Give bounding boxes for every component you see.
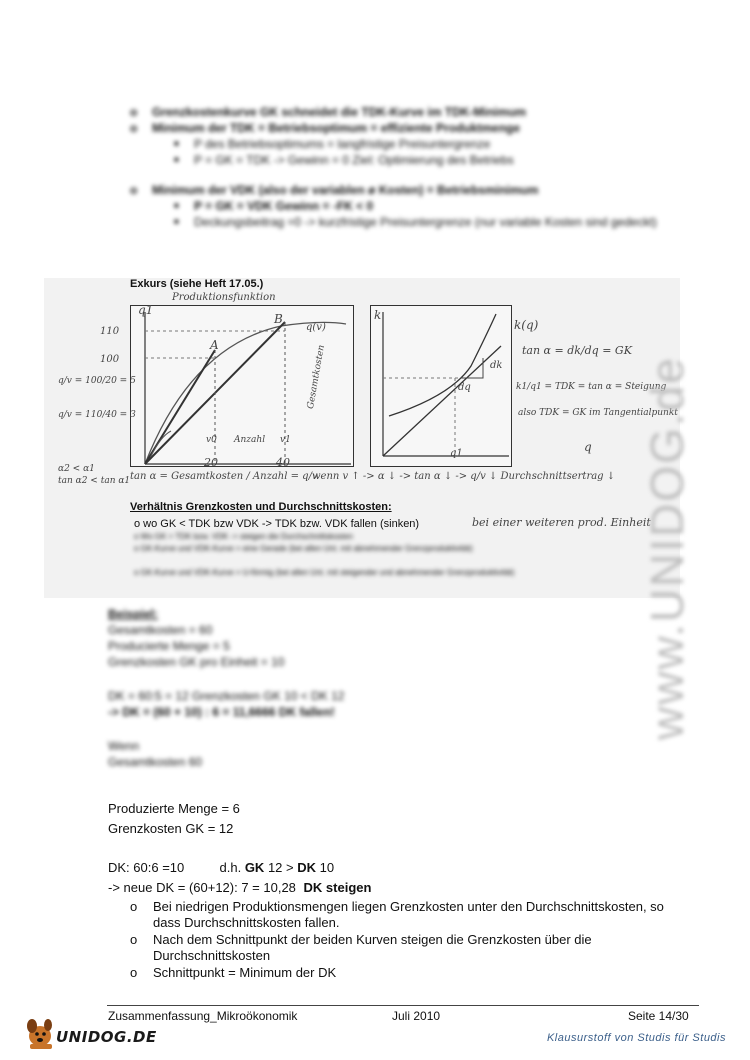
- scanned-excerpt: [44, 278, 680, 598]
- slogan: Klausurstoff von Studis für Studis: [546, 1032, 726, 1044]
- new-dk: -> neue DK = (60+12): 7 = 10,28: [108, 880, 296, 895]
- hand-note: Anzahl: [234, 435, 266, 445]
- hand-note: dq: [458, 382, 471, 393]
- dk-value: 10: [319, 860, 335, 875]
- hand-note: q/v = 100/20 = 5: [58, 376, 136, 386]
- footer-title: Zusammenfassung_Mikroökonomik: [108, 1009, 298, 1023]
- list-item: o Schnittpunkt = Minimum der DK: [130, 965, 690, 981]
- sub-bullet: ■ Deckungsbeitrag =0 -> kurzfristige Preisuntergrenze (nur variable Kosten sind gedeckt): [130, 214, 690, 230]
- example-line: Grenzkosten GK pro Einheit = 10: [108, 655, 285, 669]
- example-line: -> DK = (60 + 10) : 6 = 11,6666 DK fallen!: [108, 705, 335, 719]
- verh-title: Verhältnis Grenzkosten und Durchschnittskosten:: [130, 501, 392, 513]
- hand-note: k: [374, 308, 382, 322]
- hand-note: wenn v ↑ -> α ↓ -> tan α ↓ -> q/v ↓ Durchschnittsertrag ↓: [312, 471, 616, 482]
- dk-bold: DK: [297, 860, 317, 875]
- hand-note: dk: [490, 360, 503, 371]
- dk-line: [108, 859, 334, 876]
- hand-note: also TDK = GK im Tangentialpunkt: [518, 408, 678, 418]
- hand-note: 40: [276, 456, 290, 469]
- cost-graph-svg: [371, 306, 511, 466]
- dk-steigen: DK steigen: [303, 880, 372, 895]
- bullet: o Minimum der TDK = Betriebsoptimum = effiziente Produktmenge: [130, 120, 690, 136]
- hand-note: q1: [138, 303, 154, 317]
- cost-function-graph: [370, 305, 512, 467]
- hand-note: k(q): [514, 318, 539, 332]
- hand-note: tan α = dk/dq = GK: [522, 344, 632, 357]
- marginal-cost: Grenzkosten GK = 12: [108, 821, 234, 836]
- example-line: Wenn: [108, 739, 140, 753]
- verh-item: o GK-Kurve und VDK-Kurve = U-förmig (bei allen Unt. mit steigender und abnehmender Grenzproduktivität): [134, 568, 515, 577]
- dk-prefix: DK: 60:6 =10: [108, 860, 185, 875]
- sub-bullet: ■ P des Betriebsoptimums = langfristige Preisuntergrenze: [130, 136, 690, 152]
- hand-note: q1: [450, 448, 463, 459]
- hand-note: B: [274, 312, 283, 326]
- conclusion-list: [130, 899, 690, 982]
- watermark: www.UNIDOG.de: [641, 356, 693, 740]
- dh-label: d.h.: [219, 860, 242, 875]
- hand-note: 20: [204, 456, 218, 469]
- hand-note: q: [584, 440, 592, 454]
- list-item: o Nach dem Schnittpunkt der beiden Kurven steigen die Grenzkosten über die Durchschnittskosten: [130, 932, 690, 964]
- new-dk-line: [108, 879, 371, 896]
- verh-item: o GK-Kurve und VDK-Kurve = eine Gerade (bei allen Unt. mit abnehmender Grenzproduktivität): [134, 544, 473, 553]
- sub-bullet: ■ P = GK = VDK Gewinn = -FK < 0: [130, 198, 690, 214]
- bullet: o Minimum der VDK (also der variablen ø Kosten) = Betriebsminimum: [130, 182, 690, 198]
- example-block: [108, 606, 344, 770]
- hand-note: bei einer weiteren prod. Einheit: [472, 516, 651, 529]
- hand-note: q/v = 110/40 = 3: [58, 410, 136, 420]
- footer-divider: [107, 1005, 699, 1006]
- hand-note: k1/q1 = TDK = tan α = Steigung: [516, 382, 667, 392]
- sub-bullet: ■ P = GK = TDK -> Gewinn = 0 Ziel: Optimierung des Betriebs: [130, 152, 690, 168]
- hand-note: v1: [280, 435, 291, 445]
- excerpt-title: Exkurs (siehe Heft 17.05.): [130, 278, 264, 290]
- example-line: Gesamtkosten = 60: [108, 623, 213, 637]
- example-line: DK = 60:5 = 12 Grenzkosten GK 10 < DK 12: [108, 689, 345, 703]
- hand-note: α2 < α1: [58, 464, 95, 474]
- bullet: o Grenzkostenkurve GK schneidet die TDK-Kurve im TDK-Minimum: [130, 104, 690, 120]
- produced-quantity: Produzierte Menge = 6: [108, 801, 240, 816]
- hand-note: A: [210, 338, 219, 352]
- example-title: Beispiel:: [108, 607, 159, 621]
- list-item: o Bei niedrigen Produktionsmengen liegen Grenzkosten unter den Durchschnittskosten, so dass Durchschnittskosten fallen.: [130, 899, 690, 931]
- gk-value: 12 >: [267, 860, 294, 875]
- footer-page: Seite 14/30: [628, 1009, 689, 1023]
- gk-bold: GK: [244, 860, 265, 875]
- footer-date: Juli 2010: [392, 1009, 441, 1023]
- hand-note: tan α2 < tan α1: [58, 476, 131, 486]
- hand-note: 110: [100, 326, 120, 337]
- verh-item: o wo GK < TDK bzw VDK -> TDK bzw. VDK fallen (sinken): [134, 518, 420, 530]
- hand-note: q(v): [306, 322, 326, 333]
- example-line: Gesamtkosten 60: [108, 755, 203, 769]
- example-line: Producierte Menge = 5: [108, 639, 230, 653]
- logo-text: UNIDOG.DE: [56, 1028, 157, 1046]
- verh-item: o Wo GK > TDK bzw. VDK -> steigen die Durchschnittskosten: [134, 532, 353, 541]
- hand-note: tan α = Gesamtkosten / Anzahl = q/v: [130, 471, 318, 482]
- graph-label: Produktionsfunktion: [172, 292, 276, 303]
- hand-note: v0: [206, 435, 217, 445]
- hand-note: 100: [100, 354, 120, 365]
- summary-bullets: [130, 104, 690, 230]
- hand-note: Gesamtkosten: [305, 344, 328, 410]
